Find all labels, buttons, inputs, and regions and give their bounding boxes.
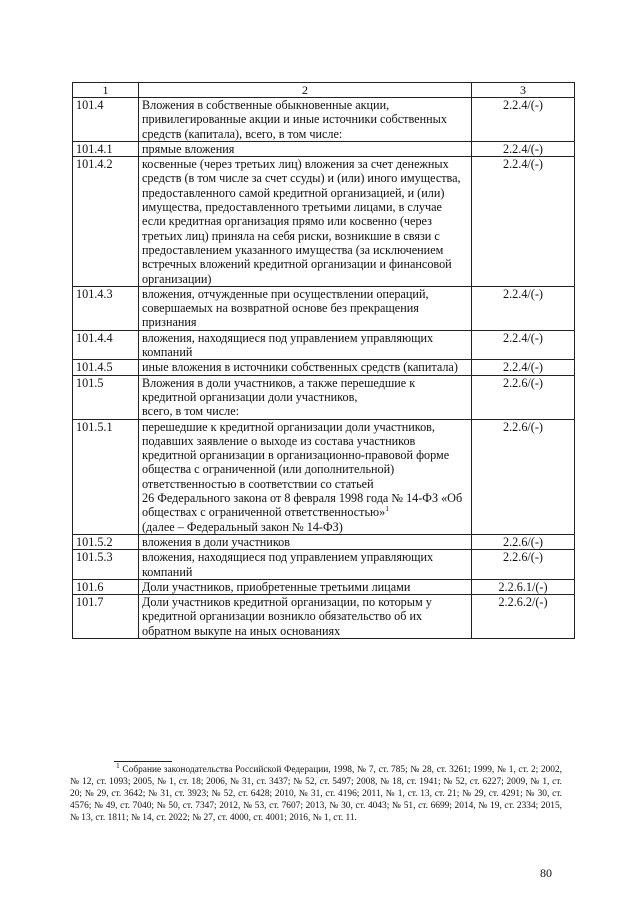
row-number: 101.5.1 [73, 419, 139, 534]
row-number: 101.5.2 [73, 534, 139, 549]
header-col-3: 3 [472, 83, 575, 98]
table-row [73, 579, 575, 594]
row-number: 101.6 [73, 579, 139, 594]
row-code: 2.2.4/(-) [472, 141, 575, 156]
row-description-main: Вложения в доли участников, а также перешедшие к кредитной организации доли участников, [142, 375, 416, 404]
row-description: вложения, находящиеся под управлением управляющих компаний [139, 550, 472, 580]
table-row [73, 360, 575, 375]
table-row [73, 375, 575, 419]
row-code: 2.2.6/(-) [472, 419, 575, 534]
footnote-separator [114, 761, 172, 762]
row-code: 2.2.4/(-) [472, 157, 575, 287]
footnote [70, 760, 563, 825]
row-description [139, 419, 472, 534]
row-description [139, 375, 472, 419]
row-code: 2.2.6/(-) [472, 375, 575, 419]
row-code: 2.2.6/(-) [472, 550, 575, 580]
row-number: 101.5 [73, 375, 139, 419]
accounts-table [72, 82, 575, 639]
table-row [73, 595, 575, 639]
row-number: 101.5.3 [73, 550, 139, 580]
row-description-law: 26 Федерального закона от 8 февраля 1998 года № 14-ФЗ «Об обществах с ограниченной ответственностью» [142, 491, 463, 520]
row-description-main: перешедшие к кредитной организации доли участников, подавших заявление о выходе из состава участников кредитной организации в организационно-правовой форме общества с ограниченной (или дополнительной) ответственностью в соответствии со статьей [142, 419, 450, 491]
table-header-row [73, 83, 575, 98]
row-description: Вложения в собственные обыкновенные акции, привилегированные акции и иные источники собственных средств (капитала), всего, в том числе: [139, 98, 472, 142]
row-description: вложения в доли участников [139, 534, 472, 549]
row-number: 101.4.3 [73, 286, 139, 330]
row-description: вложения, находящиеся под управлением управляющих компаний [139, 330, 472, 360]
table-row [73, 141, 575, 156]
header-col-2: 2 [139, 83, 472, 98]
table-row [73, 98, 575, 142]
table-row [73, 157, 575, 287]
row-number: 101.4.5 [73, 360, 139, 375]
table-row [73, 286, 575, 330]
footnote-text: Собрание законодательства Российской Федерации, 1998, № 7, ст. 785; № 28, ст. 3261; 1999, № 1, ст. 2; 2002, № 12, ст. 1093; 2005, № 1, ст. 18; 2006, № 31, ст. 3437; № 52, ст. 5497; 2008, № 18, ст. 1941; № 52, ст. 6227; 2009, № 1, ст. 20; № 29, ст. 3642; № 31, ст. 3923; № 52, ст. 6428; 2010, № 31, ст. 4196; 2011, № 1, ст. 13, ст. 21; № 29, ст. 4291; № 30, ст. 4576; № 49, ст. 7040; № 50, ст. 7347; 2012, № 53, ст. 7607; 2013, № 30, ст. 4043; № 51, ст. 6699; 2014, № 19, ст. 2334; 2015, № 13, ст. 1811; № 14, ст. 2022; № 27, ст. 4000, ст. 4001; 2016, № 1, ст. 11. [70, 765, 563, 823]
row-code: 2.2.4/(-) [472, 360, 575, 375]
row-number: 101.7 [73, 595, 139, 639]
row-number: 101.4.4 [73, 330, 139, 360]
row-description: косвенные (через третьих лиц) вложения за счет денежных средств (в том числе за счет ссуды) и (или) иного имущества, предоставленного самой кредитной организацией, и (или) имущества, предоставленного третьими лицами, в случае если кредитная организация прямо или косвенно (через третьих лиц) приняла на себя риски, возникшие в связи с предоставлением указанного имущества (за исключением встречных вложений кредитной организации и финансовой организации) [139, 157, 472, 287]
row-number: 101.4.2 [73, 157, 139, 287]
row-code: 2.2.4/(-) [472, 286, 575, 330]
row-code: 2.2.6.1/(-) [472, 579, 575, 594]
row-code: 2.2.4/(-) [472, 98, 575, 142]
row-code: 2.2.4/(-) [472, 330, 575, 360]
row-code: 2.2.6.2/(-) [472, 595, 575, 639]
row-description: прямые вложения [139, 141, 472, 156]
footnote-ref[interactable]: 1 [385, 504, 389, 514]
row-description: вложения, отчужденные при осуществлении операций, совершаемых на возвратной основе без прекращения признания [139, 286, 472, 330]
table-row [73, 419, 575, 534]
table-row [73, 550, 575, 580]
row-description: иные вложения в источники собственных средств (капитала) [139, 360, 472, 375]
row-description: Доли участников кредитной организации, по которым у кредитной организации возникло обязательство об их обратном выкупе на иных основаниях [139, 595, 472, 639]
row-description-tail: всего, в том числе: [142, 404, 240, 419]
row-number: 101.4 [73, 98, 139, 142]
row-code: 2.2.6/(-) [472, 534, 575, 549]
page-number: 80 [540, 866, 552, 880]
row-number: 101.4.1 [73, 141, 139, 156]
row-description: Доли участников, приобретенные третьими лицами [139, 579, 472, 594]
table-row [73, 330, 575, 360]
row-description-tail: (далее – Федеральный закон № 14-ФЗ) [142, 519, 343, 534]
header-col-1: 1 [73, 83, 139, 98]
footnote-marker: 1 [116, 760, 120, 770]
table-row [73, 534, 575, 549]
